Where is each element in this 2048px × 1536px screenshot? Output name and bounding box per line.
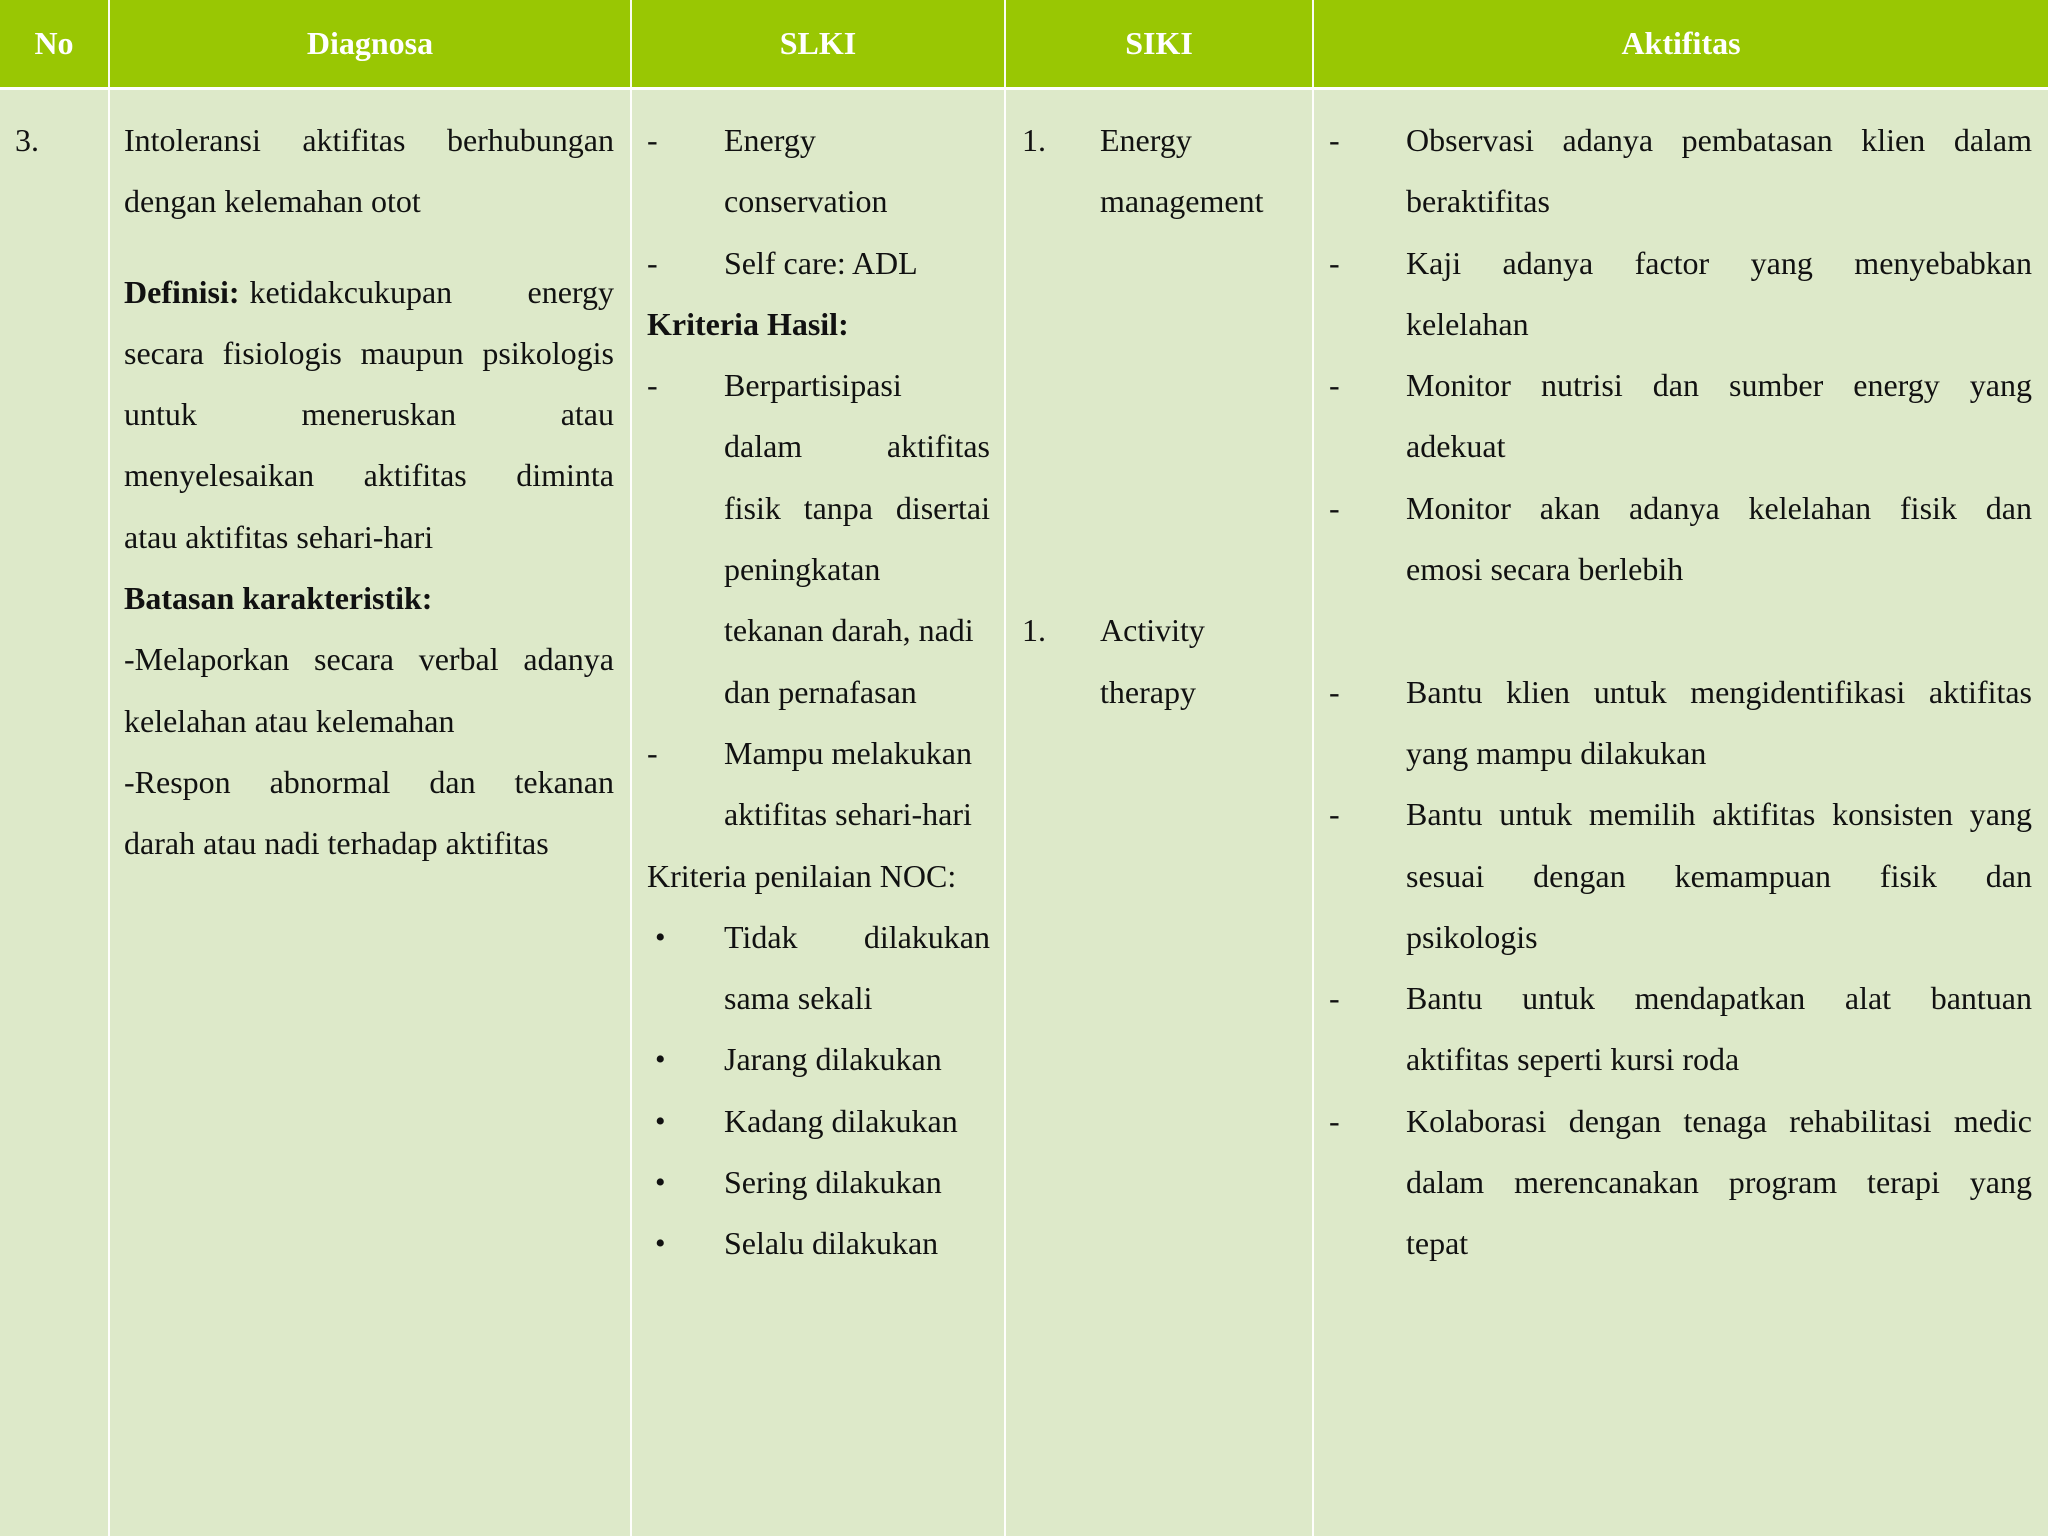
- header-divider: [0, 87, 2048, 90]
- aktifitas-cell: [1329, 110, 2032, 1275]
- dash-marker: -: [1329, 673, 1340, 710]
- kriteria-item: [647, 723, 990, 784]
- dash-marker: -: [647, 367, 658, 404]
- aktifitas-text: Observasi adanya pembatasan klien dalam: [1406, 122, 2032, 158]
- row-number: 3.: [15, 122, 39, 158]
- number-marker: 1.: [1022, 612, 1046, 649]
- no-cell: [15, 110, 95, 171]
- dash-marker: -: [1329, 796, 1340, 833]
- dash-marker: -: [1329, 1102, 1340, 1139]
- kriteria-text: Mampu melakukan: [724, 734, 972, 771]
- aktifitas-item: [1329, 1091, 2032, 1152]
- dash-marker: -: [1329, 244, 1340, 281]
- siki-item-text: Activity: [1100, 612, 1205, 649]
- noc-label: Kriteria penilaian NOC:: [647, 857, 957, 894]
- table-header: [0, 0, 2048, 87]
- column-divider: [1004, 0, 1006, 1536]
- aktifitas-text: beraktifitas: [1406, 183, 1550, 220]
- definisi-text: menyelesaikan aktifitas diminta: [124, 457, 614, 494]
- header-diagnosa: Diagnosa: [306, 25, 434, 61]
- header-no: No: [34, 25, 74, 61]
- header-aktifitas: Aktifitas: [1621, 25, 1741, 61]
- aktifitas-item: [1329, 662, 2032, 723]
- diagnosa-title-line: Intoleransi aktifitas berhubungan: [124, 122, 614, 158]
- aktifitas-text: adekuat: [1406, 428, 1506, 465]
- dash-marker: -: [1329, 122, 1340, 158]
- dash-marker: -: [1329, 489, 1340, 526]
- dash-marker: -: [1329, 980, 1340, 1017]
- aktifitas-item: [1329, 233, 2032, 294]
- kriteria-hasil-label: Kriteria Hasil:: [647, 305, 849, 342]
- batasan-label: Batasan karakteristik:: [124, 580, 433, 617]
- noc-text: sama sekali: [724, 980, 873, 1017]
- batasan-text: -Melaporkan secara verbal adanya: [124, 641, 614, 678]
- noc-text: Tidak dilakukan: [724, 918, 990, 955]
- column-divider: [1312, 0, 1314, 1536]
- definisi-label: Definisi:: [124, 273, 240, 310]
- noc-item: [647, 1213, 990, 1274]
- noc-text: Jarang dilakukan: [724, 1041, 942, 1078]
- column-divider: [108, 0, 110, 1536]
- aktifitas-text: aktifitas seperti kursi roda: [1406, 1041, 1740, 1078]
- noc-item: [647, 1152, 990, 1213]
- aktifitas-item: [1329, 478, 2032, 539]
- aktifitas-item: [1329, 110, 2032, 171]
- slki-item-cont: [647, 171, 990, 232]
- aktifitas-item: [1329, 784, 2032, 845]
- siki-item-text: Energy: [1100, 122, 1192, 158]
- siki-item: [1022, 110, 1298, 171]
- aktifitas-item: [1329, 355, 2032, 416]
- kriteria-item: [647, 355, 990, 416]
- dash-marker: -: [647, 244, 658, 281]
- siki-item: [1022, 600, 1298, 661]
- definisi-line: [124, 262, 614, 323]
- aktifitas-text: Kaji adanya factor yang menyebabkan: [1406, 244, 2032, 281]
- kriteria-text: dan pernafasan: [724, 673, 917, 710]
- aktifitas-text: yang mampu dilakukan: [1406, 734, 1707, 771]
- aktifitas-text: Bantu untuk memilih aktifitas konsisten yang: [1406, 796, 2032, 833]
- column-divider: [630, 0, 632, 1536]
- slki-cell: [647, 110, 990, 1275]
- diagnosa-cell: [124, 110, 614, 875]
- number-marker: 1.: [1022, 122, 1046, 158]
- dash-marker: -: [647, 734, 658, 771]
- kriteria-text: dalam aktifitas: [724, 428, 990, 465]
- bullet-marker: •: [655, 1043, 666, 1077]
- aktifitas-item: [1329, 968, 2032, 1029]
- header-slki: SLKI: [779, 25, 857, 61]
- definisi-text: secara fisiologis maupun psikologis: [124, 334, 614, 371]
- batasan-text: darah atau nadi terhadap aktifitas: [124, 825, 549, 862]
- bullet-marker: •: [655, 1227, 666, 1261]
- noc-text: Sering dilakukan: [724, 1164, 942, 1201]
- slki-item: [647, 233, 990, 294]
- bullet-marker: •: [655, 920, 666, 954]
- kriteria-text: fisik tanpa disertai: [724, 489, 990, 526]
- kriteria-text: Berpartisipasi: [724, 367, 902, 404]
- siki-cell: [1022, 110, 1298, 723]
- aktifitas-text: tepat: [1406, 1225, 1469, 1262]
- aktifitas-text: Kolaborasi dengan tenaga rehabilitasi medic: [1406, 1102, 2032, 1139]
- aktifitas-text: Bantu untuk mendapatkan alat bantuan: [1406, 980, 2032, 1017]
- slki-item-text: Energy: [724, 122, 816, 158]
- aktifitas-text: sesuai dengan kemampuan fisik dan: [1406, 857, 2032, 894]
- dash-marker: -: [647, 122, 658, 158]
- definisi-text: ketidakcukupan energy: [249, 273, 614, 310]
- slki-item-text: Self care: ADL: [724, 244, 918, 281]
- kriteria-text: aktifitas sehari-hari: [724, 796, 972, 833]
- definisi-text: untuk meneruskan atau: [124, 396, 614, 433]
- batasan-text: -Respon abnormal dan tekanan: [124, 763, 614, 800]
- aktifitas-text: dalam merencanakan program terapi yang: [1406, 1164, 2032, 1201]
- noc-item: [647, 1029, 990, 1090]
- noc-item: [647, 907, 990, 968]
- aktifitas-text: emosi secara berlebih: [1406, 551, 1684, 588]
- slki-item: [647, 110, 990, 171]
- siki-item-text: therapy: [1100, 673, 1196, 710]
- noc-text: Selalu dilakukan: [724, 1225, 939, 1262]
- definisi-text: atau aktifitas sehari-hari: [124, 518, 434, 555]
- dash-marker: -: [1329, 367, 1340, 404]
- aktifitas-text: Bantu klien untuk mengidentifikasi aktifitas: [1406, 673, 2032, 710]
- aktifitas-text: Monitor akan adanya kelelahan fisik dan: [1406, 489, 2032, 526]
- noc-item: [647, 1091, 990, 1152]
- slki-item-text: conservation: [724, 183, 888, 220]
- aktifitas-text: kelelahan: [1406, 305, 1529, 342]
- bullet-marker: •: [655, 1166, 666, 1200]
- aktifitas-text: Monitor nutrisi dan sumber energy yang: [1406, 367, 2032, 404]
- header-siki: SIKI: [1125, 25, 1193, 61]
- batasan-text: kelelahan atau kelemahan: [124, 702, 455, 739]
- kriteria-text: tekanan darah, nadi: [724, 612, 974, 649]
- diagnosa-title-line: dengan kelemahan otot: [124, 183, 421, 220]
- noc-text: Kadang dilakukan: [724, 1102, 958, 1139]
- siki-item-text: management: [1100, 183, 1264, 220]
- bullet-marker: •: [655, 1104, 666, 1138]
- kriteria-text: peningkatan: [724, 551, 881, 588]
- aktifitas-text: psikologis: [1406, 918, 1538, 955]
